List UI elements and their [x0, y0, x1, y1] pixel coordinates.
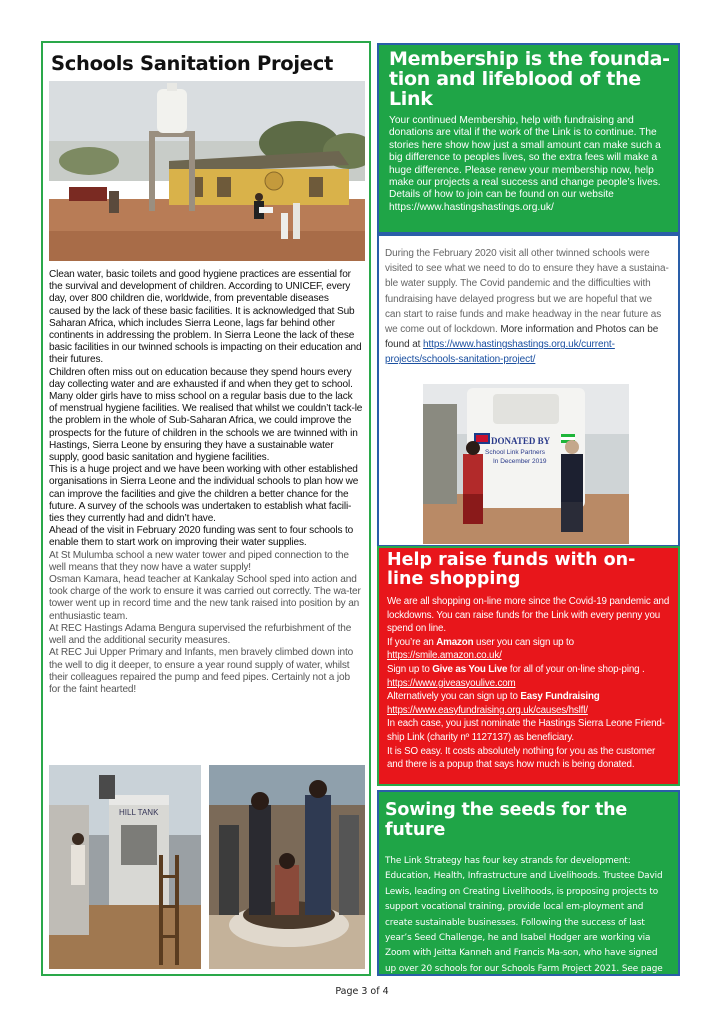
article-paragraph: Children often miss out on education because they spend hours every day collecting water and are exhausted if and when they get to school. Many older girls have to miss school on a regular basis due to the lack of menstrual hygiene facilities. We realised that whilst we couldn’t tack-le the problem in the whole of Sub-Saharan Africa, we could improve the prospects for the future of children in the schools we are twinned with in Hastings, Sierra Leone by ensuring they have a sustainable water supply, good basic sanitation and hygiene facilities. — [49, 366, 363, 464]
tank-brand: HILL TANK — [119, 808, 159, 817]
tank-banner-text: DONATED BY — [491, 436, 551, 446]
funds-nominate: In each case, you just nominate the Hastings Sierra Leone Friend-ship Link (charity nº 1127137) as beneficiary. — [387, 718, 665, 743]
tank-construction-photo — [49, 765, 201, 969]
water-tower-photo — [49, 81, 365, 261]
amazon-pre: If you’re an — [387, 636, 437, 648]
easy-name: Easy Fundraising — [520, 691, 600, 703]
easy-pre: Alternatively you can sign up to — [387, 691, 521, 703]
funds-intro: We are all shopping on-line more since the Covid-19 pandemic and lockdowns. You can raise funds for the Link with every penny you spend on line. — [387, 596, 670, 635]
amazon-smile-link[interactable]: https://smile.amazon.co.uk/ — [387, 650, 502, 662]
schools-sanitation-article — [41, 41, 371, 976]
funds-easy: It is SO easy. It costs absolutely nothing for you as the customer and there is a popup that says how much is being donated. — [387, 745, 656, 771]
easyfundraising-link[interactable]: https://www.easyfundraising.org.uk/causes/hslfl/ — [387, 704, 588, 716]
sanitation-project-link[interactable]: https://www.hastingshastings.org.uk/current-projects/schools-sanitation-project/ — [385, 339, 615, 366]
seeds-body: The Link Strategy has four key strands for development: Education, Health, Infrastructure and Livelihoods. Trustee David Lewis, leading on Creating Livelihoods, is proposing projects to support vocational training, provide local em-ployment and create sustainable businesses. Following the success of last year’s Seed Challenge, he and Isabel Hodger are working via Zoom with Jeitta Kanneh and Francis Ma-son, who have signed up over 20 schools for our Schools Farm Project 2021. See page 4 for more… — [385, 856, 663, 990]
february-body: During the February 2020 visit all other twinned schools were visited to see what we need to do to ensure they have a sustaina-ble water supply. The Covid pandemic and the difficulties with fundraising have delayed progress but we are hopeful that we can start to raise funds and make headway in the near future as we come out of lockdown. — [385, 248, 669, 336]
membership-box — [377, 43, 680, 234]
easyfundraising-line — [387, 690, 670, 717]
membership-body: Your continued Membership, help with fundraising and donations are vital if the work of the Link is to continue. The stories here show how just a small amount can make such a big difference to peoples lives, so the extra fees will make a huge difference. Please renew your membership now, help make our projects a real success and change people’s lives. Details of how to join can be found on our website https://www.hastingshastings.org.uk/ — [389, 115, 661, 213]
tank-banner-line3: In December 2019 — [493, 458, 547, 465]
giveasyoulive-link[interactable]: https://www.giveasyoulive.com — [387, 677, 516, 689]
article-paragraph: At REC Jui Upper Primary and Infants, men bravely climbed down into the well to dig it deeper, to ensure a year round supply of water, whilst their colleagues repaired the pump and feed pipes. Certainly not a job for the faint hearted! — [49, 647, 354, 695]
article-paragraph: Clean water, basic toilets and good hygiene practices are essential for the survival and development of children. According to UNICEF, every day, over 800 children die, worldwide, from preventable diseases caused by the lack of these basic facilities. It is acknowledged that Sub Saharan Africa, which includes Sierra Leone, lags far behind other continents in addressing the problem. In Sierra Leone the lack of these basic facilities in our twinned schools is impacting on their education and their futures. — [49, 269, 362, 366]
seeds-title: Sowing the seeds for the future — [385, 800, 628, 840]
giveas-name: Give as You Live — [432, 663, 508, 675]
giveasyoulive-line — [387, 663, 670, 690]
page-number: Page 3 of 4 — [335, 986, 389, 997]
donated-tank-photo — [423, 384, 629, 544]
amazon-line — [387, 636, 670, 663]
giveas-pre: Sign up to — [387, 663, 433, 675]
amazon-post: user you can sign up to — [473, 636, 574, 648]
online-shopping-box — [377, 546, 680, 786]
amazon-name: Amazon — [436, 636, 474, 648]
article-title: Schools Sanitation Project — [51, 52, 333, 75]
giveas-post: for all of your on-line shop-ping . — [507, 663, 645, 675]
article-paragraph: This is a huge project and we have been working with other established organisations in Sierra Leone and the individual schools to plan how we can improve the facilities and give the children a better chance for the future. A survey of the schools was undertaken to establish what facili-ties they currently had and didn’t have. — [49, 464, 359, 525]
tank-banner-line2: School Link Partners — [485, 449, 545, 456]
february-visit-box — [377, 234, 680, 547]
membership-title: Membership is the founda-tion and lifeblood of the Link — [389, 48, 670, 110]
funds-title: Help raise funds with on-line shopping — [387, 550, 636, 589]
article-paragraph: At REC Hastings Adama Bengura supervised the refurbishment of the well and the additional security measures. — [49, 622, 352, 647]
article-paragraph: At St Mulumba school a new water tower and piped connection to the well means that they now have a water supply! — [49, 549, 349, 573]
well-digging-photo — [209, 765, 365, 969]
seeds-box — [377, 790, 680, 990]
bottom-photos — [49, 765, 365, 973]
article-paragraph: Osman Kamara, head teacher at Kankalay School sped into action and took charge of the work to ensure it was carried out correctly. The wa-ter tower went up in record time and the new tank raised into position by an enthusiastic team. — [49, 574, 361, 622]
february-text — [385, 246, 670, 368]
february-more: More information and Photos can be found at — [385, 324, 659, 351]
article-paragraph: Ahead of the visit in February 2020 funding was sent to four schools to enable them to start work on improving their water supplies. — [49, 525, 354, 549]
article-body — [49, 269, 363, 696]
